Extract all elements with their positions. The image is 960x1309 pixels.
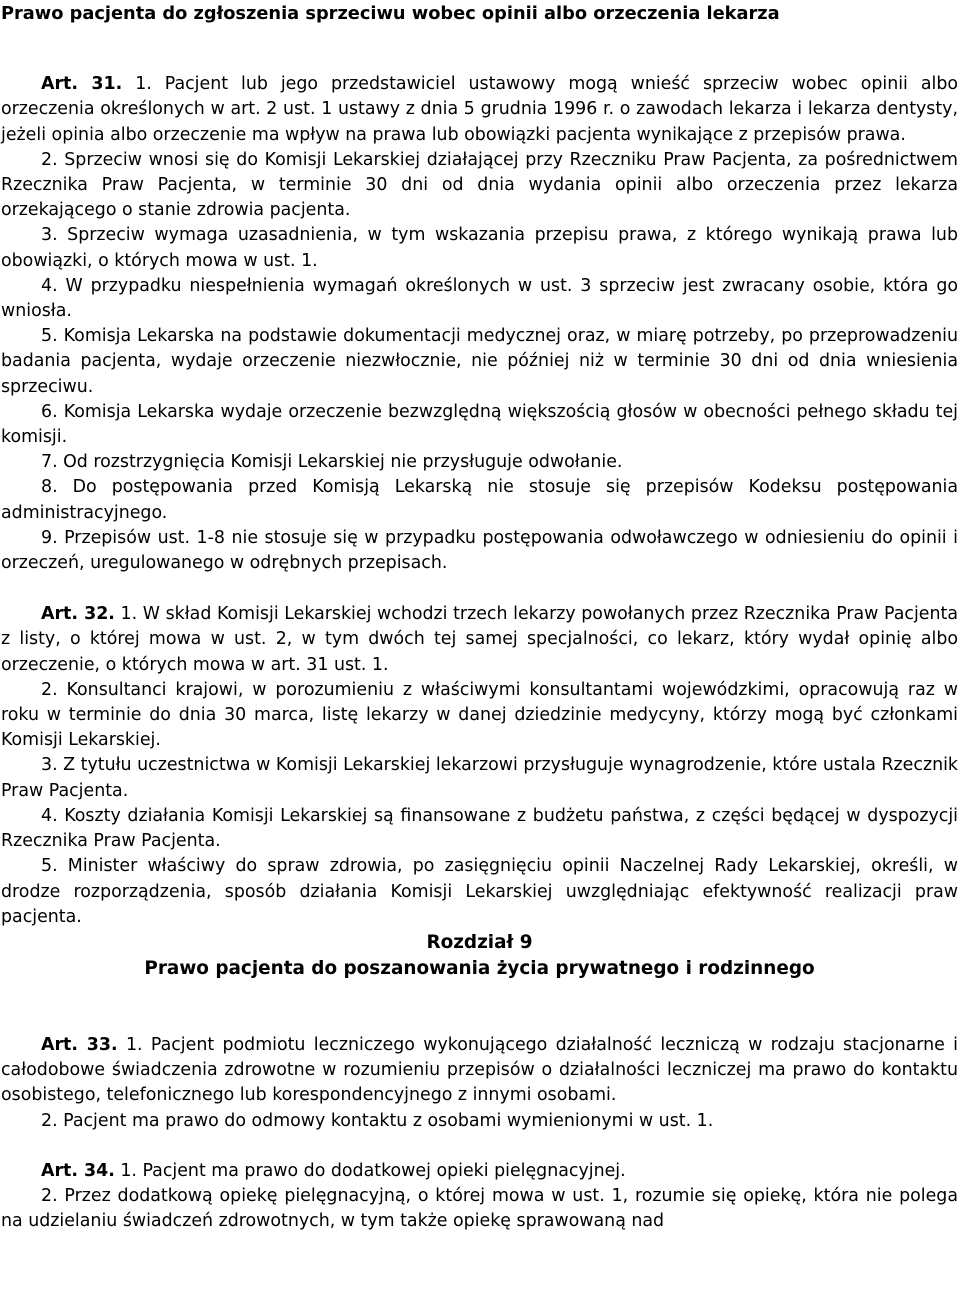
article-33: [1, 1033, 958, 1134]
article-32-paragraph: 3. Z tytułu uczestnictwa w Komisji Lekarskiej lekarzowi przysługuje wynagrodzenie, które ustala Rzecznik Praw Pacjenta.: [1, 755, 958, 801]
article-31-label: Art. 31.: [41, 74, 123, 95]
article-33-paragraph: Art. 33. 1. Pacjent podmiotu leczniczego wykonującego działalność leczniczą w rodzaju stacjonarne i całodobowe świadczenia zdrowotne w rozumieniu przepisów o działalności leczniczej ma prawo do kontaktu osobistego, telefonicznego lub korespondencyjnego z innymi osobami.: [1, 1034, 958, 1106]
article-32: [1, 602, 958, 930]
article-31-paragraph: Art. 31. 1. Pacjent lub jego przedstawiciel ustawowy mogą wnieść sprzeciw wobec opinii albo orzeczenia określonych w art. 2 ust. 1 ustawy z dnia 5 grudnia 1996 r. o zawodach lekarza i lekarza dentysty, jeżeli opinia albo orzeczenie ma wpływ na prawa lub obowiązki pacjenta wynikające z przepisów prawa.: [1, 74, 959, 145]
article-32-paragraph: Art. 32. 1. W skład Komisji Lekarskiej wchodzi trzech lekarzy powołanych przez Rzecznika Praw Pacjenta z listy, o której mowa w ust. 2, w tym dwóch tej samej specjalności, co lekarz, który wydał opinię albo orzeczenie, o których mowa w art. 31 ust. 1.: [1, 604, 958, 675]
article-34: [1, 1159, 958, 1235]
article-32-paragraph: 5. Minister właściwy do spraw zdrowia, po zasięgnięciu opinii Naczelnej Rady Lekarskiej, określi, w drodze rozporządzenia, sposób działania Komisji Lekarskiej uwzględniając efektywność realizacji praw pacjenta.: [1, 856, 958, 927]
article-31-paragraph: 3. Sprzeciw wymaga uzasadnienia, w tym wskazania przepisu prawa, z którego wynikają prawa lub obowiązki, o których mowa w ust. 1.: [1, 225, 958, 271]
article-31-paragraph: 8. Do postępowania przed Komisją Lekarską nie stosuje się przepisów Kodeksu postępowania administracyjnego.: [1, 477, 958, 523]
article-31-paragraph: 9. Przepisów ust. 1-8 nie stosuje się w przypadku postępowania odwoławczego w odniesieniu do opinii i orzeczeń, uregulowanego w odrębnych przepisach.: [1, 527, 958, 574]
article-31: [1, 72, 958, 576]
article-32-paragraph: 2. Konsultanci krajowi, w porozumieniu z właściwymi konsultantami wojewódzkimi, opracowują raz w roku w terminie do dnia 30 marca, listę lekarzy w danej dziedzinie medycyny, którzy mogą być członkami Komisji Lekarskiej.: [1, 679, 958, 751]
article-34-paragraph: Art. 34. 1. Pacjent ma prawo do dodatkowej opieki pielęgnacyjnej.: [41, 1160, 626, 1181]
article-31-paragraph: 4. W przypadku niespełnienia wymagań określonych w ust. 3 sprzeciw jest zwracany osobie, która go wniosła.: [1, 275, 958, 322]
article-33-paragraph: 2. Pacjent ma prawo do odmowy kontaktu z osobami wymienionymi w ust. 1.: [41, 1110, 714, 1131]
article-31-paragraph: 6. Komisja Lekarska wydaje orzeczenie bezwzględną większością głosów w obecności pełnego składu tej komisji.: [1, 401, 958, 448]
article-31-paragraph: 2. Sprzeciw wnosi się do Komisji Lekarskiej działającej przy Rzeczniku Praw Pacjenta, za pośrednictwem Rzecznika Praw Pacjenta, w terminie 30 dni od dnia wydania opinii albo orzeczenia przez lekarza orzekającego o stanie zdrowia pacjenta.: [1, 149, 958, 221]
article-32-paragraph: 4. Koszty działania Komisji Lekarskiej są finansowane z budżetu państwa, z części będącej w dyspozycji Rzecznika Praw Pacjenta.: [1, 805, 958, 852]
article-33-label: Art. 33.: [41, 1034, 118, 1055]
article-31-paragraph: 7. Od rozstrzygnięcia Komisji Lekarskiej nie przysługuje odwołanie.: [41, 452, 623, 473]
chapter-number: Rozdział 9: [426, 931, 533, 953]
article-34-label: Art. 34.: [41, 1160, 115, 1181]
article-32-label: Art. 32.: [41, 604, 115, 625]
page-title: Prawo pacjenta do zgłoszenia sprzeciwu wobec opinii albo orzeczenia lekarza: [1, 3, 780, 24]
article-34-paragraph: 2. Przez dodatkową opiekę pielęgnacyjną, o której mowa w ust. 1, rozumie się opiekę, która nie polega na udzielaniu świadczeń zdrowotnych, w tym także opiekę sprawowaną nad: [1, 1185, 958, 1232]
article-31-paragraph: 5. Komisja Lekarska na podstawie dokumentacji medycznej oraz, w miarę potrzeby, po przeprowadzeniu badania pacjenta, wydaje orzeczenie niezwłocznie, nie później niż w terminie 30 dni od dnia wniesienia sprzeciwu.: [1, 326, 958, 397]
chapter-title: Prawo pacjenta do poszanowania życia prywatnego i rodzinnego: [144, 957, 815, 979]
